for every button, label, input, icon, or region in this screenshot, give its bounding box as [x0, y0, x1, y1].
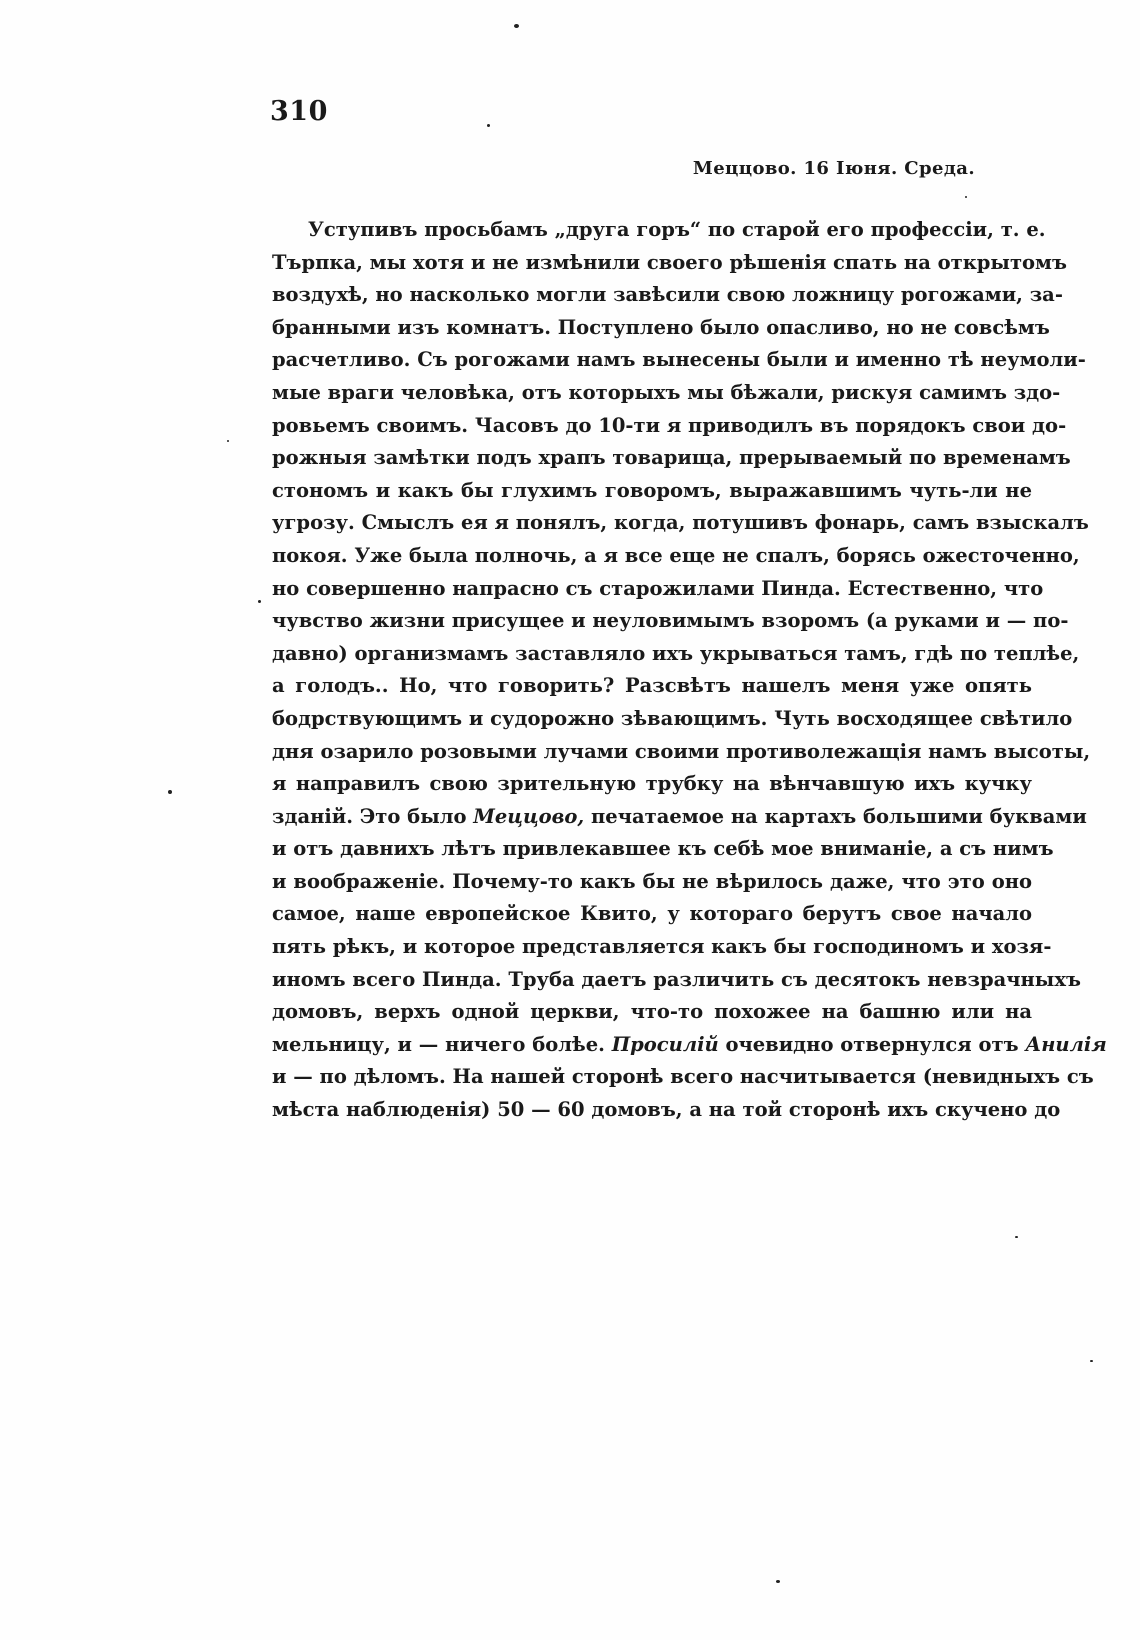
scan-speck [168, 790, 172, 794]
scan-speck [487, 124, 490, 127]
scan-speck [227, 440, 229, 442]
text-line: чувство жизни присущее и неуловимымъ взоромъ (а руками и — по- [272, 609, 1069, 633]
text-line: дня озарило розовыми лучами своими противолежащія намъ высоты, [272, 739, 1091, 763]
text-line: мые враги человѣка, отъ которыхъ мы бѣжали, рискуя самимъ здо- [272, 380, 1061, 404]
text-line: я направилъ свою зрительную трубку на вѣнчавшую ихъ кучку [272, 772, 1032, 796]
text-line: стономъ и какъ бы глухимъ говоромъ, выражавшимъ чуть-ли не [272, 478, 1032, 502]
body-text [272, 214, 1107, 1127]
text-line: давно) организмамъ заставляло ихъ укрываться тамъ, гдѣ по теплѣе, [272, 641, 1080, 665]
text-line: но совершенно напрасно съ старожилами Пинда. Естественно, что [272, 576, 1044, 600]
text-line: рожныя замѣтки подъ храпъ товарища, прерываемый по временамъ [272, 446, 1071, 470]
italic-place-name: Меццово, [473, 804, 585, 828]
text-line: и — по дѣломъ. На нашей сторонѣ всего насчитывается (невидныхъ съ [272, 1065, 1094, 1089]
italic-name: Анилія [1025, 1032, 1107, 1056]
text-line [272, 1029, 1107, 1062]
scan-speck [1090, 1360, 1093, 1362]
text-line [272, 801, 1087, 834]
scan-speck [776, 1580, 780, 1583]
text-line: покоя. Уже была полночь, а я все еще не спалъ, борясь ожесточенно, [272, 543, 1080, 567]
text-line: а голодъ.. Но, что говорить? Разсвѣтъ нашелъ меня уже опять [272, 674, 1032, 698]
italic-name: Просилій [611, 1032, 719, 1056]
text-line: расчетливо. Съ рогожами намъ вынесены были и именно тѣ неумоли- [272, 348, 1086, 372]
text-segment: мельницу, и — ничего болѣе. [272, 1032, 612, 1056]
text-line: бодрствующимъ и судорожно зѣвающимъ. Чуть восходящее свѣтило [272, 706, 1073, 730]
text-segment: очевидно отвернулся отъ [718, 1032, 1026, 1056]
text-line: пять рѣкъ, и которое представляется какъ бы господиномъ и хозя- [272, 935, 1052, 959]
text-line: угрозу. Смыслъ ея я понялъ, когда, потушивъ фонарь, самъ взыскалъ [272, 511, 1089, 535]
text-line: бранными изъ комнатъ. Поступлено было опасливо, но не совсѣмъ [272, 315, 1050, 339]
page-number: 310 [270, 96, 328, 127]
text-segment: зданій. Это было [272, 804, 474, 828]
text-line: самое, наше европейское Квито, у котораго берутъ свое начало [272, 902, 1032, 926]
text-line: мѣста наблюденія) 50 — 60 домовъ, а на той сторонѣ ихъ скучено до [272, 1098, 1061, 1122]
scan-speck [258, 600, 261, 603]
text-line: и отъ давнихъ лѣтъ привлекавшее къ себѣ мое вниманіе, а съ нимъ [272, 837, 1054, 861]
text-line: иномъ всего Пинда. Труба даетъ различить съ десятокъ невзрачныхъ [272, 967, 1081, 991]
text-line: домовъ, верхъ одной церкви, что-то похожее на башню или на [272, 1000, 1032, 1024]
scan-speck [965, 196, 967, 198]
text-line: и воображеніе. Почему-то какъ бы не вѣрилось даже, что это оно [272, 869, 1032, 893]
scan-speck [1015, 1236, 1018, 1238]
text-line: ровьемъ своимъ. Часовъ до 10-ти я приводилъ въ порядокъ свои до- [272, 413, 1067, 437]
text-line: воздухѣ, но насколько могли завѣсили свою ложницу рогожами, за- [272, 283, 1063, 307]
text-segment: печатаемое на картахъ большими буквами [584, 804, 1087, 828]
text-line: Уступивъ просьбамъ „друга горъ“ по старой его профессіи, т. е. [308, 218, 1046, 241]
running-header: Меццово. 16 Іюня. Среда. [692, 158, 975, 179]
text-line: Търпка, мы хотя и не измѣнили своего рѣшенія спать на открытомъ [272, 250, 1067, 274]
scan-speck [514, 24, 519, 28]
